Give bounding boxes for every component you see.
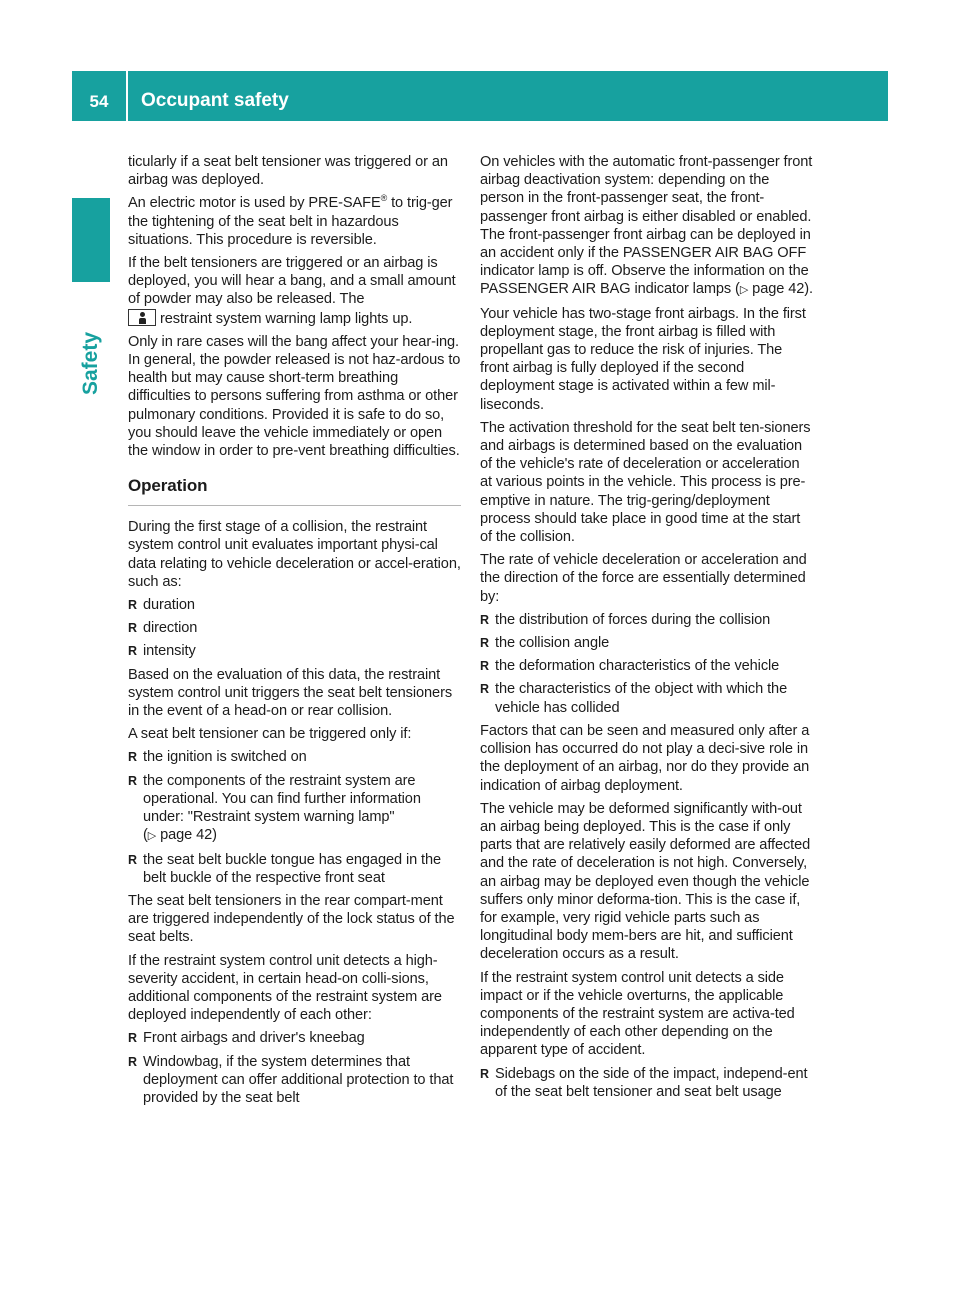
restraint-system-warning-lamp-icon	[128, 309, 156, 326]
chapter-title: Occupant safety	[141, 90, 289, 111]
bullet-list	[128, 748, 461, 886]
list-item: R intensity	[128, 642, 461, 660]
list-item: R the collision angle	[480, 634, 813, 652]
paragraph: The seat belt tensioners in the rear compart-ment are triggered independently of the lock status of the seat belts.	[128, 892, 455, 946]
paragraph: If the belt tensioners are triggered or an airbag is deployed, you will hear a bang, and a small amount of powder may also be released. The restraint system warning lamp lights up.	[128, 255, 456, 327]
bullet-list	[480, 611, 813, 717]
bullet-list	[480, 1065, 813, 1101]
paragraph: Based on the evaluation of this data, the restraint system control unit triggers the seat belt tensioners in the event of a head-on or rear collision.	[128, 666, 453, 720]
paragraph: ticularly if a seat belt tensioner was triggered or an airbag was deployed.	[128, 154, 448, 189]
list-item: R the deformation characteristics of the vehicle	[480, 657, 813, 675]
header-separator	[126, 71, 128, 121]
bullet-list	[128, 596, 461, 661]
paragraph: During the first stage of a collision, the restraint system control unit evaluates important physi-cal data relating to vehicle deceleration or accel-eration, such as:	[128, 519, 461, 590]
page-reference-link[interactable]: page 42)	[160, 827, 217, 844]
page-reference-link[interactable]: page 42).	[752, 281, 813, 298]
paragraph: The rate of vehicle deceleration or acceleration and the direction of the force are essentially determined by:	[480, 552, 807, 605]
paragraph: Only in rare cases will the bang affect your hear-ing. In general, the powder released is not haz-ardous to health but may cause short-term breathing difficulties to persons suffering from asthma or other pulmonary conditions. Provided it is safe to do so, you should leave the vehicle immediately or open the window in order to pre-vent breathing difficulties.	[128, 333, 461, 460]
paragraph: The vehicle may be deformed significantly with-out an airbag being deployed. This is the case if only parts that are relatively easily deformed are affected and the rate of deceleration is not high. Conversely, an airbag may be deployed even though the vehicle suffers only minor deforma-tion. This is the case if, for example, very rigid vehicle parts such as longitudinal body mem-bers are hit, and sufficient deceleration occurs as a result.	[480, 800, 811, 963]
list-item: R the ignition is switched on	[128, 748, 461, 766]
list-item: R the seat belt buckle tongue has engaged in the belt buckle of the respective front seat	[128, 851, 461, 887]
page-number: 54	[89, 92, 109, 111]
list-item: R the components of the restraint system are operational. You can find further information under: "Restraint system warning lamp" (▷ page 42)	[128, 772, 461, 846]
paragraph: Your vehicle has two-stage front airbags. In the first deployment stage, the front airbag is filled with propellant gas to reduce the risk of injuries. The front airbag is fully deployed if the second deployment stage is activated within a few mil-liseconds.	[480, 305, 806, 413]
left-column	[128, 153, 461, 1112]
list-item: R duration	[128, 596, 461, 614]
list-item: R the characteristics of the object with which the vehicle has collided	[480, 680, 813, 716]
list-item: R Sidebags on the side of the impact, independ-ent of the seat belt tensioner and seat belt usage	[480, 1065, 813, 1101]
bullet-list	[128, 1029, 461, 1107]
side-tab-marker	[72, 198, 110, 282]
list-item: R Front airbags and driver's kneebag	[128, 1029, 461, 1047]
paragraph: Factors that can be seen and measured only after a collision has occurred do not play a deci-sive role in the deployment of an airbag, nor do they provide an indication of airbag deployment.	[480, 722, 810, 794]
side-tab-label: Safety	[79, 331, 102, 395]
list-item: R direction	[128, 619, 461, 637]
page-reference-arrow-icon: ▷	[739, 284, 749, 297]
page-reference-arrow-icon: ▷	[147, 830, 157, 843]
paragraph: A seat belt tensioner can be triggered only if:	[128, 726, 412, 743]
paragraph: The activation threshold for the seat belt ten-sioners and airbags is determined based on the evaluation of the vehicle's rate of deceleration or acceleration at various points in the vehicle. This process is pre-emptive in nature. The trig-gering/deployment process should take place in good time at the start of the collision.	[480, 419, 811, 546]
paragraph: If the restraint system control unit detects a high-severity accident, in certain head-on colli-sions, additional components of the restraint system are deployed independently of each other:	[128, 952, 442, 1024]
paragraph: On vehicles with the automatic front-passenger front airbag deactivation system: depending on the person in the front-passenger seat, the front-passenger front airbag is either disabled or enabled. The front-passenger front airbag can be deployed in an accident only if the PASSENGER AIR BAG OFF indicator lamp is off. Observe the information on the PASSENGER AIR BAG indicator lamps (▷ page 42).	[480, 154, 813, 298]
list-item: R Windowbag, if the system determines that deployment can offer additional protection to that provided by the seat belt	[128, 1053, 461, 1108]
paragraph: If the restraint system control unit detects a side impact or if the vehicle overturns, the applicable components of the restraint system are activa-ted independently of each other depending on the apparent type of accident.	[480, 969, 795, 1059]
paragraph: An electric motor is used by PRE-SAFE® to trig-ger the tightening of the seat belt in hazardous situations. This procedure is reversible.	[128, 193, 453, 248]
list-item: R the distribution of forces during the collision	[480, 611, 813, 629]
registered-mark: ®	[380, 193, 388, 204]
section-heading-operation: Operation	[128, 476, 461, 506]
right-column	[480, 153, 813, 1106]
